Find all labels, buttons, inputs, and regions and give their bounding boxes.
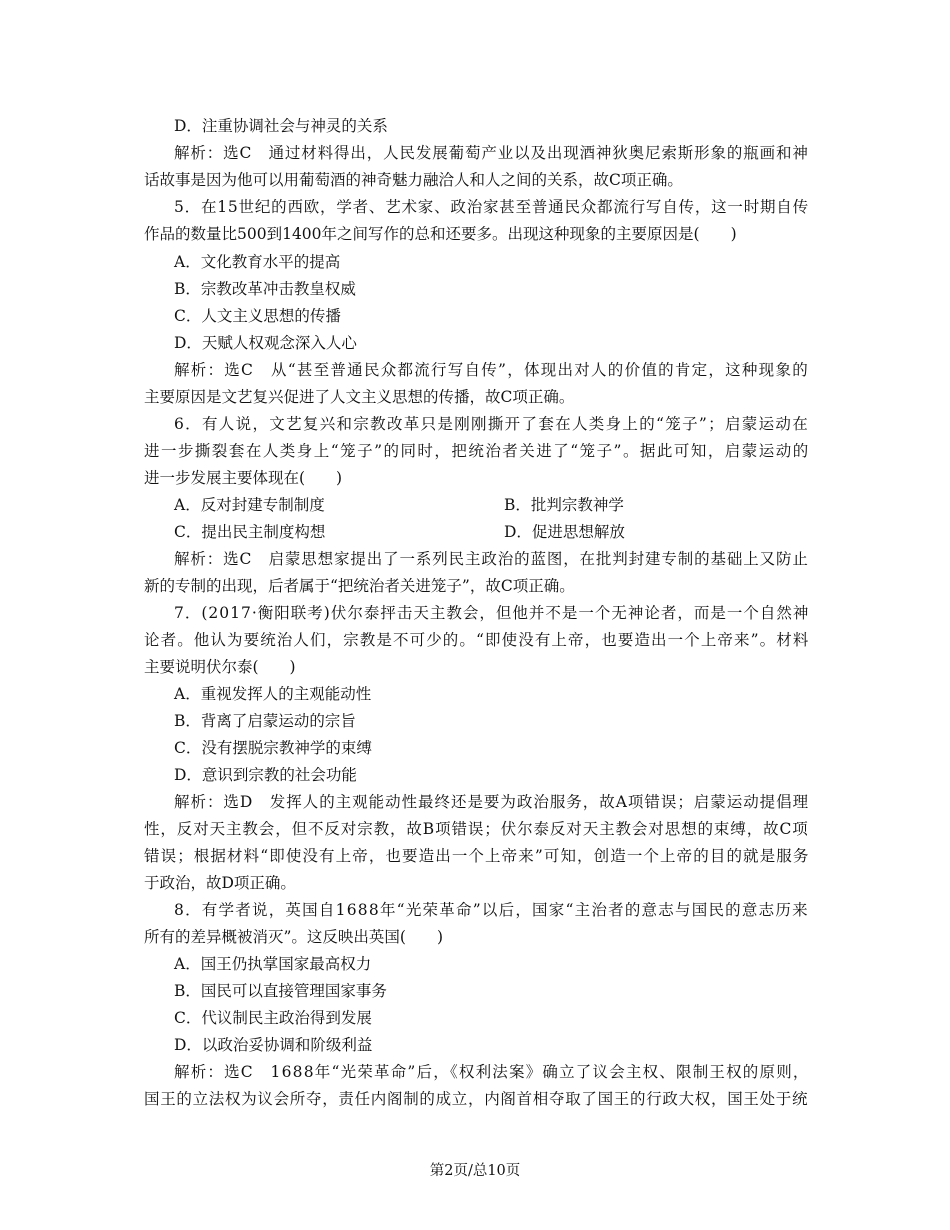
q6-option-b: B．批判宗教神学 [504, 496, 624, 514]
q8-stem-line-2: 所有的差异概被消灭”。这反映出英国( ) [144, 928, 444, 946]
q5-analysis-line-1: 解析：选C 从“甚至普通民众都流行写自传”，体现出对人的价值的肯定，这种现象的 [174, 361, 809, 379]
q6-stem-line-2: 进一步撕裂套在人类身上“笼子”的同时，把统治者关进了“笼子”。据此可知，启蒙运动的 [144, 442, 810, 460]
q7-stem-line-3: 主要说明伏尔泰( ) [144, 658, 296, 676]
q6-option-c: C．提出民主制度构想 [174, 523, 326, 541]
q5-option-c: C．人文主义思想的传播 [174, 307, 341, 325]
q7-analysis-line-3: 错误；根据材料“即使没有上帝，也要造出一个上帝来”可知，创造一个上帝的目的就是服务 [144, 847, 810, 865]
q8-analysis-line-2: 国王的立法权为议会所夺，责任内阁制的成立，内阁首相夺取了国王的行政大权，国王处于统 [144, 1090, 809, 1108]
q6-stem-line-3: 进一步发展主要体现在( ) [144, 469, 343, 487]
q7-stem-line-2: 论者。他认为要统治人们，宗教是不可少的。“即使没有上帝，也要造出一个上帝来”。材料 [144, 631, 810, 649]
q7-analysis-line-2: 性，反对天主教会，但不反对宗教，故B项错误；伏尔泰反对天主教会对思想的束缚，故C项 [144, 820, 809, 838]
q7-option-a: A．重视发挥人的主观能动性 [174, 685, 372, 703]
q5-stem-line-2: 作品的数量比500到1400年之间写作的总和还要多。出现这种现象的主要原因是( ) [144, 225, 737, 243]
q6-option-d: D．促进思想解放 [504, 523, 625, 541]
q5-option-a: A．文化教育水平的提高 [174, 253, 341, 271]
q4-analysis-line-1: 解析：选C 通过材料得出，人民发展葡萄产业以及出现酒神狄奥尼索斯形象的瓶画和神 [174, 144, 809, 162]
q6-analysis-line-1: 解析：选C 启蒙思想家提出了一系列民主政治的蓝图，在批判封建专制的基础上又防止 [174, 550, 809, 568]
q8-option-c: C．代议制民主政治得到发展 [174, 1009, 372, 1027]
q5-option-b: B．宗教改革冲击教皇权威 [174, 280, 356, 298]
q4-option-d: D．注重协调社会与神灵的关系 [174, 117, 388, 135]
page-footer: 第2页/总10页 [429, 1163, 521, 1179]
q7-option-c: C．没有摆脱宗教神学的束缚 [174, 739, 372, 757]
q7-analysis-line-4: 于政治，故D项正确。 [144, 874, 296, 892]
q6-stem-line-1: 6．有人说，文艺复兴和宗教改革只是刚刚撕开了套在人类身上的“笼子”；启蒙运动在 [174, 415, 810, 433]
q8-analysis-line-1: 解析：选C 1688年“光荣革命”后，《权利法案》确立了议会主权、限制王权的原则， [174, 1063, 810, 1081]
q8-option-a: A．国王仍执掌国家最高权力 [174, 955, 372, 973]
q6-analysis-line-2: 新的专制的出现，后者属于“把统治者关进笼子”，故C项正确。 [144, 577, 575, 595]
q5-analysis-line-2: 主要原因是文艺复兴促进了人文主义思想的传播，故C项正确。 [144, 388, 575, 406]
q5-stem-line-1: 5．在15世纪的西欧，学者、艺术家、政治家甚至普通民众都流行写自传，这一时期自传 [174, 198, 809, 216]
q7-analysis-line-1: 解析：选D 发挥人的主观能动性最终还是要为政治服务，故A项错误；启蒙运动提倡理 [174, 793, 810, 811]
q8-option-b: B．国民可以直接管理国家事务 [174, 982, 387, 1000]
q7-option-d: D．意识到宗教的社会功能 [174, 766, 357, 784]
q5-option-d: D．天赋人权观念深入人心 [174, 334, 357, 352]
q7-stem-line-1: 7．(2017·衡阳联考)伏尔泰抨击天主教会，但他并不是一个无神论者，而是一个自然神 [174, 604, 810, 622]
q8-stem-line-1: 8．有学者说，英国自1688年“光荣革命”以后，国家“主治者的意志与国民的意志历来 [174, 901, 809, 919]
q4-analysis-line-2: 话故事是因为他可以用葡萄酒的神奇魅力融洽人和人之间的关系，故C项正确。 [144, 171, 683, 189]
q8-option-d: D．以政治妥协调和阶级利益 [174, 1036, 373, 1054]
q6-option-a: A．反对封建专制制度 [174, 496, 325, 514]
q7-option-b: B．背离了启蒙运动的宗旨 [174, 712, 356, 730]
